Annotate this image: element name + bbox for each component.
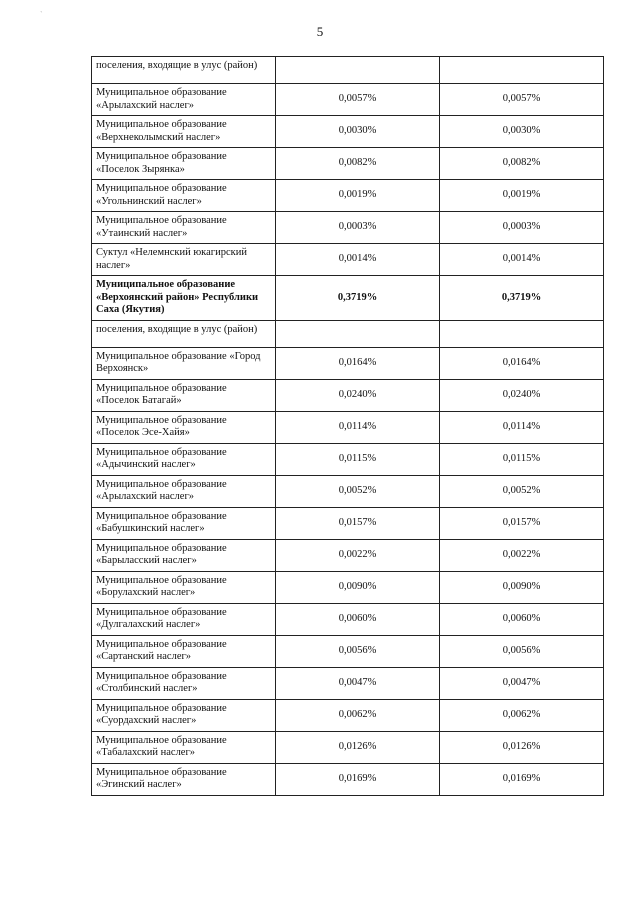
share-value-cell: 0,0126% [440,731,604,763]
share-value-cell: 0,0082% [276,148,440,180]
share-value-cell: 0,0052% [276,475,440,507]
municipality-name-cell: Муниципальное образование «Верхоянский район» Республики Саха (Якутия) [92,276,276,321]
share-value-cell: 0,0014% [276,244,440,276]
table-row [92,57,604,84]
share-value-cell [276,57,440,84]
share-value-cell: 0,0060% [276,603,440,635]
table-row [92,507,604,539]
share-value-cell: 0,0019% [276,180,440,212]
table-body [92,57,604,796]
table-row [92,244,604,276]
table-row [92,603,604,635]
municipality-name-cell: Муниципальное образование «Верхнеколымский наслег» [92,116,276,148]
table-row [92,763,604,795]
municipality-name-cell: Муниципальное образование «Поселок Эсе-Хайя» [92,411,276,443]
table-row [92,212,604,244]
municipality-name-cell: поселения, входящие в улус (район) [92,320,276,347]
table-row [92,379,604,411]
table-row [92,699,604,731]
municipality-name-cell: Муниципальное образование «Барыласский наслег» [92,539,276,571]
table-row [92,635,604,667]
share-value-cell: 0,0056% [276,635,440,667]
share-value-cell: 0,0056% [440,635,604,667]
share-value-cell: 0,0164% [440,347,604,379]
corner-mark: ` [40,10,43,19]
table-row [92,320,604,347]
share-value-cell: 0,0019% [440,180,604,212]
municipality-name-cell: Муниципальное образование «Угольнинский наслег» [92,180,276,212]
table-row [92,411,604,443]
municipality-name-cell: Суктул «Нелемнский юкагирский наслег» [92,244,276,276]
share-value-cell: 0,0003% [276,212,440,244]
municipality-name-cell: Муниципальное образование «Суордахский наслег» [92,699,276,731]
share-value-cell: 0,0022% [440,539,604,571]
table-row [92,116,604,148]
table-row [92,667,604,699]
share-value-cell: 0,0047% [276,667,440,699]
share-value-cell: 0,0240% [440,379,604,411]
share-value-cell: 0,0030% [440,116,604,148]
share-value-cell: 0,0169% [440,763,604,795]
share-value-cell: 0,0090% [440,571,604,603]
share-value-cell: 0,0114% [276,411,440,443]
share-value-cell: 0,0157% [440,507,604,539]
municipality-name-cell: Муниципальное образование «Поселок Зырянка» [92,148,276,180]
share-value-cell: 0,0003% [440,212,604,244]
municipality-name-cell: Муниципальное образование «Табалахский наслег» [92,731,276,763]
municipality-name-cell: Муниципальное образование «Адычинский наслег» [92,443,276,475]
share-value-cell: 0,0169% [276,763,440,795]
share-value-cell: 0,0157% [276,507,440,539]
share-value-cell: 0,0115% [440,443,604,475]
share-value-cell [440,57,604,84]
page-number: 5 [316,24,324,39]
share-value-cell: 0,0014% [440,244,604,276]
share-value-cell: 0,0114% [440,411,604,443]
share-value-cell [440,320,604,347]
share-value-cell: 0,0240% [276,379,440,411]
table-row [92,180,604,212]
share-value-cell: 0,0164% [276,347,440,379]
share-value-cell: 0,0057% [276,84,440,116]
table-row [92,539,604,571]
table-row [92,443,604,475]
municipality-name-cell: поселения, входящие в улус (район) [92,57,276,84]
share-value-cell: 0,0062% [276,699,440,731]
share-value-cell [276,320,440,347]
municipality-name-cell: Муниципальное образование «Поселок Батагай» [92,379,276,411]
share-value-cell: 0,3719% [440,276,604,321]
table-row [92,731,604,763]
share-value-cell: 0,0062% [440,699,604,731]
table-row [92,475,604,507]
shares-table [91,56,604,796]
table-row [92,347,604,379]
share-value-cell: 0,0022% [276,539,440,571]
share-value-cell: 0,0030% [276,116,440,148]
municipality-name-cell: Муниципальное образование «Дулгалахский наслег» [92,603,276,635]
table-row [92,148,604,180]
share-value-cell: 0,0060% [440,603,604,635]
municipality-name-cell: Муниципальное образование «Город Верхоянск» [92,347,276,379]
table-row [92,571,604,603]
table-row [92,84,604,116]
share-value-cell: 0,0052% [440,475,604,507]
table-row [92,276,604,321]
municipality-name-cell: Муниципальное образование «Столбинский наслег» [92,667,276,699]
municipality-name-cell: Муниципальное образование «Эгинский наслег» [92,763,276,795]
municipality-name-cell: Муниципальное образование «Сартанский наслег» [92,635,276,667]
municipality-name-cell: Муниципальное образование «Утаинский наслег» [92,212,276,244]
share-value-cell: 0,0082% [440,148,604,180]
share-value-cell: 0,3719% [276,276,440,321]
municipality-name-cell: Муниципальное образование «Борулахский наслег» [92,571,276,603]
municipality-name-cell: Муниципальное образование «Арылахский наслег» [92,84,276,116]
municipality-name-cell: Муниципальное образование «Арылахский наслег» [92,475,276,507]
share-value-cell: 0,0090% [276,571,440,603]
municipality-name-cell: Муниципальное образование «Бабушкинский наслег» [92,507,276,539]
share-value-cell: 0,0126% [276,731,440,763]
share-value-cell: 0,0047% [440,667,604,699]
share-value-cell: 0,0057% [440,84,604,116]
share-value-cell: 0,0115% [276,443,440,475]
